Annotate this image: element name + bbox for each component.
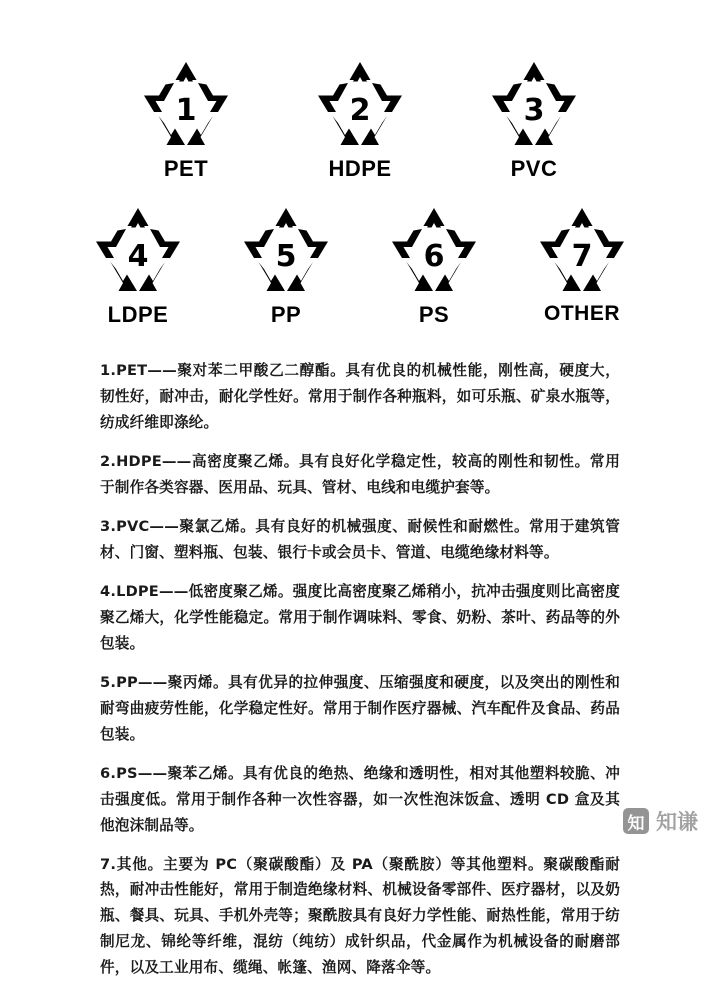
- symbol-label-ldpe: LDPE: [108, 302, 169, 328]
- recycle-triangle-icon: [308, 58, 412, 150]
- zhihu-logo-icon: 知: [623, 808, 649, 834]
- recycling-symbol-ldpe: [75, 204, 201, 328]
- watermark-text: 知谦: [656, 806, 698, 836]
- description-list: [0, 358, 720, 981]
- symbol-label-pp: PP: [271, 302, 301, 328]
- symbol-number: 6: [424, 239, 445, 274]
- paragraph-pvc: 3.PVC——聚氯乙烯。具有良好的机械强度、耐候性和耐燃性。常用于建筑管材、门窗、塑料瓶、包装、银行卡或会员卡、管道、电缆绝缘材料等。: [100, 514, 620, 566]
- recycling-symbols-section: [0, 0, 720, 328]
- recycling-symbol-pvc: [471, 58, 597, 182]
- recycle-triangle-icon: [134, 58, 238, 150]
- symbol-label-hdpe: HDPE: [328, 156, 391, 182]
- symbol-number: 1: [176, 93, 197, 128]
- symbol-number: 7: [572, 239, 593, 274]
- watermark: [623, 806, 698, 836]
- symbol-label-pet: PET: [164, 156, 208, 182]
- paragraph-other: 7.其他。主要为 PC（聚碳酸酯）及 PA（聚酰胺）等其他塑料。聚碳酸酯耐热，耐冲击性能好，常用于制造绝缘材料、机械设备零部件、医疗器材，以及奶瓶、餐具、玩具、手机外壳等；聚酰胺具有良好力学性能、耐热性能，常用于纺制尼龙、锦纶等纤维，混纺（纯纺）成针织品，代金属作为机械设备的耐磨部件，以及工业用布、缆绳、帐篷、渔网、降落伞等。: [100, 852, 620, 981]
- recycling-symbol-other: [519, 204, 645, 328]
- recycling-symbol-ps: [371, 204, 497, 328]
- symbol-row-2: [0, 204, 720, 328]
- symbol-number: 3: [524, 93, 545, 128]
- paragraph-ps: 6.PS——聚苯乙烯。具有优良的绝热、绝缘和透明性，相对其他塑料较脆、冲击强度低。常用于制作各种一次性容器，如一次性泡沫饭盒、透明 CD 盒及其他泡沫制品等。: [100, 761, 620, 839]
- symbol-row-1: [0, 58, 720, 182]
- recycling-symbol-pp: [223, 204, 349, 328]
- paragraph-ldpe: 4.LDPE——低密度聚乙烯。强度比高密度聚乙烯稍小，抗冲击强度则比高密度聚乙烯大，化学性能稳定。常用于制作调味料、零食、奶粉、茶叶、药品等的外包装。: [100, 579, 620, 657]
- symbol-label-pvc: PVC: [511, 156, 558, 182]
- recycle-triangle-icon: [530, 204, 634, 296]
- paragraph-pp: 5.PP——聚丙烯。具有优异的拉伸强度、压缩强度和硬度，以及突出的刚性和耐弯曲疲劳性能，化学稳定性好。常用于制作医疗器械、汽车配件及食品、药品包装。: [100, 670, 620, 748]
- recycle-triangle-icon: [382, 204, 486, 296]
- paragraph-pet: 1.PET——聚对苯二甲酸乙二醇酯。具有优良的机械性能，刚性高，硬度大，韧性好，耐冲击，耐化学性好。常用于制作各种瓶料，如可乐瓶、矿泉水瓶等，纺成纤维即涤纶。: [100, 358, 620, 436]
- symbol-number: 5: [276, 239, 297, 274]
- recycling-symbol-pet: [123, 58, 249, 182]
- symbol-number: 2: [350, 93, 371, 128]
- symbol-label-ps: PS: [419, 302, 449, 328]
- recycle-triangle-icon: [482, 58, 586, 150]
- symbol-number: 4: [128, 239, 149, 274]
- paragraph-hdpe: 2.HDPE——高密度聚乙烯。具有良好化学稳定性，较高的刚性和韧性。常用于制作各类容器、医用品、玩具、管材、电线和电缆护套等。: [100, 449, 620, 501]
- recycling-symbol-hdpe: [297, 58, 423, 182]
- symbol-label-other: OTHER: [544, 302, 620, 326]
- recycle-triangle-icon: [86, 204, 190, 296]
- recycle-triangle-icon: [234, 204, 338, 296]
